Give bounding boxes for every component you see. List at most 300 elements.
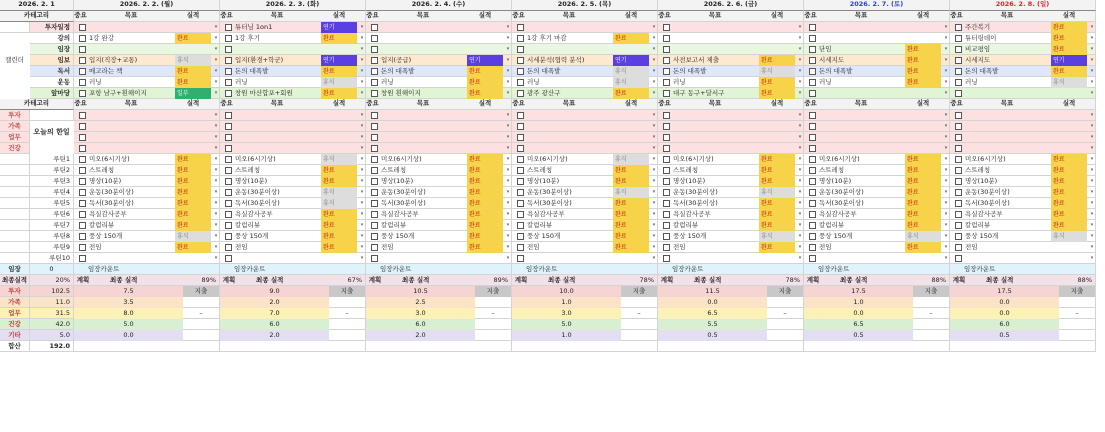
result-status[interactable]: 완료: [175, 209, 211, 222]
result-status[interactable]: 완료: [613, 198, 649, 211]
chevron-down-icon[interactable]: ▾: [798, 68, 802, 74]
result-status[interactable]: 완료: [175, 198, 211, 211]
chevron-down-icon[interactable]: ▾: [798, 79, 802, 85]
goal-text[interactable]: 주간복기: [965, 23, 991, 31]
goal-text[interactable]: 칼럼리뷰: [673, 221, 699, 229]
goal-text[interactable]: 미오(6시기상): [819, 155, 860, 163]
result-status[interactable]: 완료: [175, 66, 211, 79]
chevron-down-icon[interactable]: ▾: [944, 156, 948, 162]
chevron-down-icon[interactable]: ▾: [944, 35, 948, 41]
goal-text[interactable]: 돈의 대폭발: [965, 67, 999, 75]
chevron-down-icon[interactable]: ▾: [214, 255, 218, 261]
chevron-down-icon[interactable]: ▾: [944, 134, 948, 140]
goal-text[interactable]: 미오(6시기상): [235, 155, 276, 163]
chevron-down-icon[interactable]: ▾: [1090, 134, 1094, 140]
result-status[interactable]: 완료: [467, 176, 503, 189]
result-status[interactable]: 완료: [905, 209, 941, 222]
chevron-down-icon[interactable]: ▾: [214, 57, 218, 63]
chevron-down-icon[interactable]: ▾: [214, 189, 218, 195]
chevron-down-icon[interactable]: ▾: [1090, 145, 1094, 151]
result-status[interactable]: 휴식: [613, 77, 649, 90]
chevron-down-icon[interactable]: ▾: [652, 68, 656, 74]
chevron-down-icon[interactable]: ▾: [506, 90, 510, 96]
chevron-down-icon[interactable]: ▾: [214, 134, 218, 140]
goal-text[interactable]: 명상(10분): [673, 177, 706, 185]
chevron-down-icon[interactable]: ▾: [652, 222, 656, 228]
result-status[interactable]: 완료: [321, 176, 357, 189]
chevron-down-icon[interactable]: ▾: [360, 244, 364, 250]
result-status[interactable]: 완료: [1051, 66, 1087, 79]
result-status[interactable]: 완료: [175, 242, 211, 255]
goal-text[interactable]: 시세지도: [819, 56, 845, 64]
chevron-down-icon[interactable]: ▾: [506, 156, 510, 162]
result-status[interactable]: 완료: [1051, 154, 1087, 167]
chevron-down-icon[interactable]: ▾: [798, 46, 802, 52]
chevron-down-icon[interactable]: ▾: [360, 233, 364, 239]
result-status[interactable]: 휴식: [613, 66, 649, 79]
result-status[interactable]: 휴식: [613, 154, 649, 167]
chevron-down-icon[interactable]: ▾: [944, 57, 948, 63]
goal-text[interactable]: 러닝: [819, 78, 832, 86]
goal-text[interactable]: 시세분석(협력 분석): [527, 56, 585, 64]
chevron-down-icon[interactable]: ▾: [214, 112, 218, 118]
goal-text[interactable]: 입지(직장+교통): [89, 56, 138, 64]
chevron-down-icon[interactable]: ▾: [360, 123, 364, 129]
chevron-down-icon[interactable]: ▾: [944, 145, 948, 151]
result-status[interactable]: 휴식: [759, 187, 795, 200]
goal-text[interactable]: 운동(30분이상): [819, 188, 864, 196]
chevron-down-icon[interactable]: ▾: [798, 178, 802, 184]
chevron-down-icon[interactable]: ▾: [798, 211, 802, 217]
chevron-down-icon[interactable]: ▾: [506, 233, 510, 239]
chevron-down-icon[interactable]: ▾: [506, 24, 510, 30]
chevron-down-icon[interactable]: ▾: [214, 156, 218, 162]
goal-text[interactable]: 명상(10분): [235, 177, 268, 185]
chevron-down-icon[interactable]: ▾: [944, 211, 948, 217]
result-status[interactable]: 휴식: [321, 187, 357, 200]
goal-text[interactable]: 풍상 150개: [89, 232, 123, 240]
chevron-down-icon[interactable]: ▾: [214, 46, 218, 52]
goal-text[interactable]: 욕실감사공부: [527, 210, 565, 218]
chevron-down-icon[interactable]: ▾: [214, 145, 218, 151]
result-status[interactable]: 완료: [759, 198, 795, 211]
result-status[interactable]: 완료: [613, 220, 649, 233]
goal-text[interactable]: 전임: [527, 243, 540, 251]
chevron-down-icon[interactable]: ▾: [214, 222, 218, 228]
result-status[interactable]: 완료: [175, 154, 211, 167]
result-status[interactable]: 완료: [467, 66, 503, 79]
chevron-down-icon[interactable]: ▾: [360, 46, 364, 52]
chevron-down-icon[interactable]: ▾: [1090, 112, 1094, 118]
chevron-down-icon[interactable]: ▾: [652, 123, 656, 129]
chevron-down-icon[interactable]: ▾: [506, 167, 510, 173]
result-status[interactable]: 완료: [905, 220, 941, 233]
chevron-down-icon[interactable]: ▾: [214, 211, 218, 217]
result-status[interactable]: 완료: [613, 176, 649, 189]
goal-text[interactable]: 명상(10분): [381, 177, 414, 185]
goal-text[interactable]: 풍상 150개: [381, 232, 415, 240]
result-status[interactable]: 완료: [321, 242, 357, 255]
chevron-down-icon[interactable]: ▾: [1090, 156, 1094, 162]
goal-text[interactable]: 포항 남구+흰해이지: [89, 89, 147, 97]
chevron-down-icon[interactable]: ▾: [652, 112, 656, 118]
goal-text[interactable]: 돈의 대폭발: [527, 67, 561, 75]
chevron-down-icon[interactable]: ▾: [506, 57, 510, 63]
result-status[interactable]: 완료: [613, 33, 649, 46]
chevron-down-icon[interactable]: ▾: [652, 145, 656, 151]
goal-text[interactable]: 풍상 150개: [527, 232, 561, 240]
goal-text[interactable]: 스트레칭: [965, 166, 991, 174]
result-status[interactable]: 완료: [905, 187, 941, 200]
result-status[interactable]: 완료: [905, 77, 941, 90]
result-status[interactable]: 완료: [613, 209, 649, 222]
result-status[interactable]: 완료: [467, 198, 503, 211]
goal-text[interactable]: 독서(30분이상): [965, 199, 1010, 207]
chevron-down-icon[interactable]: ▾: [1090, 255, 1094, 261]
goal-text[interactable]: 전임: [965, 243, 978, 251]
chevron-down-icon[interactable]: ▾: [506, 244, 510, 250]
chevron-down-icon[interactable]: ▾: [944, 68, 948, 74]
chevron-down-icon[interactable]: ▾: [944, 189, 948, 195]
chevron-down-icon[interactable]: ▾: [652, 233, 656, 239]
chevron-down-icon[interactable]: ▾: [798, 255, 802, 261]
chevron-down-icon[interactable]: ▾: [214, 233, 218, 239]
goal-text[interactable]: 미오(6시기상): [673, 155, 714, 163]
goal-text[interactable]: 풍상 150개: [235, 232, 269, 240]
chevron-down-icon[interactable]: ▾: [798, 35, 802, 41]
goal-text[interactable]: 운동(30분이상): [673, 188, 718, 196]
result-status[interactable]: 완료: [905, 55, 941, 68]
goal-text[interactable]: 칼럼리뷰: [235, 221, 261, 229]
goal-text[interactable]: 풍상 150개: [673, 232, 707, 240]
result-status[interactable]: 완료: [175, 220, 211, 233]
result-status[interactable]: 완료: [759, 77, 795, 90]
chevron-down-icon[interactable]: ▾: [506, 255, 510, 261]
chevron-down-icon[interactable]: ▾: [506, 211, 510, 217]
result-status[interactable]: 완료: [905, 154, 941, 167]
result-status[interactable]: 완료: [759, 88, 795, 101]
goal-text[interactable]: 독서(30분이상): [673, 199, 718, 207]
chevron-down-icon[interactable]: ▾: [214, 123, 218, 129]
chevron-down-icon[interactable]: ▾: [214, 24, 218, 30]
goal-text[interactable]: 창원 마산합포+회원: [235, 89, 293, 97]
chevron-down-icon[interactable]: ▾: [506, 200, 510, 206]
goal-text[interactable]: 명상(10분): [89, 177, 122, 185]
chevron-down-icon[interactable]: ▾: [360, 79, 364, 85]
chevron-down-icon[interactable]: ▾: [944, 233, 948, 239]
goal-text[interactable]: 1강 후기 마감: [527, 34, 567, 42]
chevron-down-icon[interactable]: ▾: [652, 211, 656, 217]
chevron-down-icon[interactable]: ▾: [798, 167, 802, 173]
chevron-down-icon[interactable]: ▾: [360, 90, 364, 96]
result-status[interactable]: 완료: [613, 231, 649, 244]
chevron-down-icon[interactable]: ▾: [798, 134, 802, 140]
chevron-down-icon[interactable]: ▾: [506, 123, 510, 129]
chevron-down-icon[interactable]: ▾: [506, 79, 510, 85]
chevron-down-icon[interactable]: ▾: [652, 90, 656, 96]
goal-text[interactable]: 독서(30분이상): [89, 199, 134, 207]
chevron-down-icon[interactable]: ▾: [214, 68, 218, 74]
result-status[interactable]: 완료: [175, 165, 211, 178]
chevron-down-icon[interactable]: ▾: [1090, 211, 1094, 217]
goal-text[interactable]: 욕실감사공부: [89, 210, 127, 218]
chevron-down-icon[interactable]: ▾: [1090, 79, 1094, 85]
chevron-down-icon[interactable]: ▾: [1090, 200, 1094, 206]
result-status[interactable]: 완료: [1051, 22, 1087, 35]
chevron-down-icon[interactable]: ▾: [506, 112, 510, 118]
result-status[interactable]: 완료: [175, 77, 211, 90]
result-status[interactable]: 완료: [759, 242, 795, 255]
result-status[interactable]: 완료: [175, 33, 211, 46]
chevron-down-icon[interactable]: ▾: [944, 24, 948, 30]
goal-text[interactable]: 칼럼리뷰: [527, 221, 553, 229]
goal-text[interactable]: 운동(30분이상): [381, 188, 426, 196]
result-status[interactable]: 휴식: [759, 66, 795, 79]
chevron-down-icon[interactable]: ▾: [798, 123, 802, 129]
goal-text[interactable]: 1강 후기: [235, 34, 261, 42]
goal-text[interactable]: 러닝: [673, 78, 686, 86]
goal-text[interactable]: 스트레칭: [89, 166, 115, 174]
chevron-down-icon[interactable]: ▾: [798, 112, 802, 118]
goal-text[interactable]: 칼럼리뷰: [89, 221, 115, 229]
chevron-down-icon[interactable]: ▾: [360, 189, 364, 195]
goal-text[interactable]: 스트레칭: [673, 166, 699, 174]
chevron-down-icon[interactable]: ▾: [214, 90, 218, 96]
chevron-down-icon[interactable]: ▾: [1090, 68, 1094, 74]
chevron-down-icon[interactable]: ▾: [798, 233, 802, 239]
result-status[interactable]: 휴식: [321, 154, 357, 167]
result-status[interactable]: 완료: [1051, 44, 1087, 57]
chevron-down-icon[interactable]: ▾: [1090, 35, 1094, 41]
chevron-down-icon[interactable]: ▾: [506, 189, 510, 195]
result-status[interactable]: 완료: [467, 209, 503, 222]
result-status[interactable]: 완료: [759, 55, 795, 68]
result-status[interactable]: 일부: [175, 88, 211, 101]
chevron-down-icon[interactable]: ▾: [798, 156, 802, 162]
goal-text[interactable]: 명상(10분): [527, 177, 560, 185]
chevron-down-icon[interactable]: ▾: [652, 178, 656, 184]
goal-text[interactable]: 튜터님 1on1: [235, 23, 273, 31]
chevron-down-icon[interactable]: ▾: [652, 244, 656, 250]
chevron-down-icon[interactable]: ▾: [1090, 24, 1094, 30]
result-status[interactable]: 완료: [1051, 209, 1087, 222]
goal-text[interactable]: 스트레칭: [381, 166, 407, 174]
result-status[interactable]: 연기: [1051, 55, 1087, 68]
result-status[interactable]: 완료: [321, 220, 357, 233]
chevron-down-icon[interactable]: ▾: [652, 200, 656, 206]
chevron-down-icon[interactable]: ▾: [944, 167, 948, 173]
result-status[interactable]: 휴식: [613, 187, 649, 200]
result-status[interactable]: 휴식: [175, 231, 211, 244]
chevron-down-icon[interactable]: ▾: [360, 167, 364, 173]
result-status[interactable]: 완료: [321, 165, 357, 178]
chevron-down-icon[interactable]: ▾: [360, 178, 364, 184]
result-status[interactable]: 완료: [759, 165, 795, 178]
result-status[interactable]: 완료: [759, 209, 795, 222]
chevron-down-icon[interactable]: ▾: [652, 46, 656, 52]
goal-text[interactable]: 운동(30분이상): [89, 188, 134, 196]
result-status[interactable]: 완료: [175, 176, 211, 189]
chevron-down-icon[interactable]: ▾: [652, 134, 656, 140]
chevron-down-icon[interactable]: ▾: [506, 46, 510, 52]
chevron-down-icon[interactable]: ▾: [214, 167, 218, 173]
goal-text[interactable]: 욕실감사공부: [235, 210, 273, 218]
goal-text[interactable]: 전임: [381, 243, 394, 251]
chevron-down-icon[interactable]: ▾: [944, 222, 948, 228]
result-status[interactable]: 완료: [1051, 187, 1087, 200]
chevron-down-icon[interactable]: ▾: [944, 112, 948, 118]
goal-text[interactable]: 전임: [89, 243, 102, 251]
chevron-down-icon[interactable]: ▾: [1090, 46, 1094, 52]
result-status[interactable]: 완료: [467, 231, 503, 244]
chevron-down-icon[interactable]: ▾: [798, 222, 802, 228]
goal-text[interactable]: 미오(6시기상): [89, 155, 130, 163]
goal-text[interactable]: 러닝: [235, 78, 248, 86]
chevron-down-icon[interactable]: ▾: [944, 255, 948, 261]
result-status[interactable]: 완료: [905, 66, 941, 79]
result-status[interactable]: 완료: [467, 77, 503, 90]
result-status[interactable]: 완료: [467, 88, 503, 101]
goal-text[interactable]: 운동(30분이상): [527, 188, 572, 196]
chevron-down-icon[interactable]: ▾: [652, 255, 656, 261]
chevron-down-icon[interactable]: ▾: [652, 189, 656, 195]
result-status[interactable]: 완료: [905, 176, 941, 189]
chevron-down-icon[interactable]: ▾: [360, 112, 364, 118]
chevron-down-icon[interactable]: ▾: [506, 35, 510, 41]
goal-text[interactable]: 욕실감사공부: [965, 210, 1003, 218]
goal-text[interactable]: 욕실감사공부: [673, 210, 711, 218]
goal-text[interactable]: 스트레칭: [527, 166, 553, 174]
chevron-down-icon[interactable]: ▾: [1090, 222, 1094, 228]
chevron-down-icon[interactable]: ▾: [1090, 189, 1094, 195]
result-status[interactable]: 완료: [467, 242, 503, 255]
goal-text[interactable]: 명상(10분): [819, 177, 852, 185]
chevron-down-icon[interactable]: ▾: [360, 211, 364, 217]
goal-text[interactable]: 러닝: [89, 78, 102, 86]
result-status[interactable]: 완료: [759, 176, 795, 189]
result-status[interactable]: 연기: [613, 55, 649, 68]
goal-text[interactable]: 운동(30분이상): [965, 188, 1010, 196]
result-status[interactable]: 완료: [759, 154, 795, 167]
chevron-down-icon[interactable]: ▾: [360, 57, 364, 63]
result-status[interactable]: 완료: [467, 154, 503, 167]
goal-text[interactable]: 칼럼리뷰: [965, 221, 991, 229]
goal-text[interactable]: 광주 광산구: [527, 89, 561, 97]
result-status[interactable]: 완료: [905, 198, 941, 211]
goal-text[interactable]: 러닝: [965, 78, 978, 86]
result-status[interactable]: 완료: [467, 187, 503, 200]
result-status[interactable]: 완료: [321, 33, 357, 46]
result-status[interactable]: 완료: [321, 231, 357, 244]
chevron-down-icon[interactable]: ▾: [1090, 57, 1094, 63]
chevron-down-icon[interactable]: ▾: [1090, 167, 1094, 173]
result-status[interactable]: 완료: [759, 220, 795, 233]
result-status[interactable]: 연기: [321, 55, 357, 68]
chevron-down-icon[interactable]: ▾: [798, 200, 802, 206]
chevron-down-icon[interactable]: ▾: [798, 57, 802, 63]
result-status[interactable]: 완료: [1051, 220, 1087, 233]
chevron-down-icon[interactable]: ▾: [214, 79, 218, 85]
chevron-down-icon[interactable]: ▾: [360, 222, 364, 228]
chevron-down-icon[interactable]: ▾: [360, 24, 364, 30]
goal-text[interactable]: 러닝: [527, 78, 540, 86]
chevron-down-icon[interactable]: ▾: [944, 178, 948, 184]
date-header[interactable]: 2026. 2. 1: [0, 0, 74, 11]
goal-text[interactable]: 독서(30분이상): [527, 199, 572, 207]
goal-text[interactable]: 스트레칭: [235, 166, 261, 174]
result-status[interactable]: 완료: [905, 44, 941, 57]
goal-text[interactable]: 스트레칭: [819, 166, 845, 174]
chevron-down-icon[interactable]: ▾: [1090, 244, 1094, 250]
chevron-down-icon[interactable]: ▾: [214, 244, 218, 250]
goal-text[interactable]: 독서(30분이상): [381, 199, 426, 207]
chevron-down-icon[interactable]: ▾: [1090, 178, 1094, 184]
goal-text[interactable]: 전임: [673, 243, 686, 251]
chevron-down-icon[interactable]: ▾: [798, 90, 802, 96]
goal-text[interactable]: 독서(30분이상): [235, 199, 280, 207]
chevron-down-icon[interactable]: ▾: [506, 145, 510, 151]
goal-text[interactable]: 미오(6시기상): [965, 155, 1006, 163]
chevron-down-icon[interactable]: ▾: [652, 24, 656, 30]
chevron-down-icon[interactable]: ▾: [360, 68, 364, 74]
chevron-down-icon[interactable]: ▾: [506, 222, 510, 228]
result-status[interactable]: 완료: [467, 165, 503, 178]
goal-text[interactable]: 돈의 대폭발: [819, 67, 853, 75]
result-status[interactable]: 휴식: [321, 198, 357, 211]
result-status[interactable]: 완료: [1051, 165, 1087, 178]
chevron-down-icon[interactable]: ▾: [652, 167, 656, 173]
chevron-down-icon[interactable]: ▾: [798, 189, 802, 195]
result-status[interactable]: 완료: [321, 66, 357, 79]
chevron-down-icon[interactable]: ▾: [798, 24, 802, 30]
chevron-down-icon[interactable]: ▾: [652, 156, 656, 162]
goal-text[interactable]: 운동(30분이상): [235, 188, 280, 196]
goal-text[interactable]: 1강 완강: [89, 34, 115, 42]
result-status[interactable]: 연기: [467, 55, 503, 68]
goal-text[interactable]: 입지(환경+학군): [235, 56, 284, 64]
goal-text[interactable]: 메고라는 책: [89, 67, 123, 75]
result-status[interactable]: 완료: [467, 220, 503, 233]
chevron-down-icon[interactable]: ▾: [944, 46, 948, 52]
chevron-down-icon[interactable]: ▾: [944, 123, 948, 129]
goal-text[interactable]: 돈의 대폭발: [673, 67, 707, 75]
chevron-down-icon[interactable]: ▾: [214, 200, 218, 206]
chevron-down-icon[interactable]: ▾: [798, 145, 802, 151]
result-status[interactable]: 휴식: [1051, 231, 1087, 244]
goal-text[interactable]: 칼럼리뷰: [381, 221, 407, 229]
chevron-down-icon[interactable]: ▾: [652, 35, 656, 41]
result-status[interactable]: 휴식: [1051, 77, 1087, 90]
chevron-down-icon[interactable]: ▾: [360, 255, 364, 261]
chevron-down-icon[interactable]: ▾: [214, 35, 218, 41]
chevron-down-icon[interactable]: ▾: [360, 35, 364, 41]
goal-text[interactable]: 미오(6시기상): [527, 155, 568, 163]
goal-text[interactable]: 돈의 대폭발: [381, 67, 415, 75]
goal-text[interactable]: 창원 흰해이지: [381, 89, 421, 97]
goal-text[interactable]: 대구 동구+달서구: [673, 89, 725, 97]
chevron-down-icon[interactable]: ▾: [360, 156, 364, 162]
result-status[interactable]: 연기: [321, 22, 357, 35]
goal-text[interactable]: 비교평임: [965, 45, 991, 53]
result-status[interactable]: 완료: [1051, 198, 1087, 211]
chevron-down-icon[interactable]: ▾: [944, 90, 948, 96]
goal-text[interactable]: 욕실감사공부: [819, 210, 857, 218]
chevron-down-icon[interactable]: ▾: [944, 79, 948, 85]
result-status[interactable]: 휴식: [175, 55, 211, 68]
goal-text[interactable]: 튜터링데이: [965, 34, 997, 42]
chevron-down-icon[interactable]: ▾: [360, 200, 364, 206]
goal-text[interactable]: 미오(6시기상): [381, 155, 422, 163]
